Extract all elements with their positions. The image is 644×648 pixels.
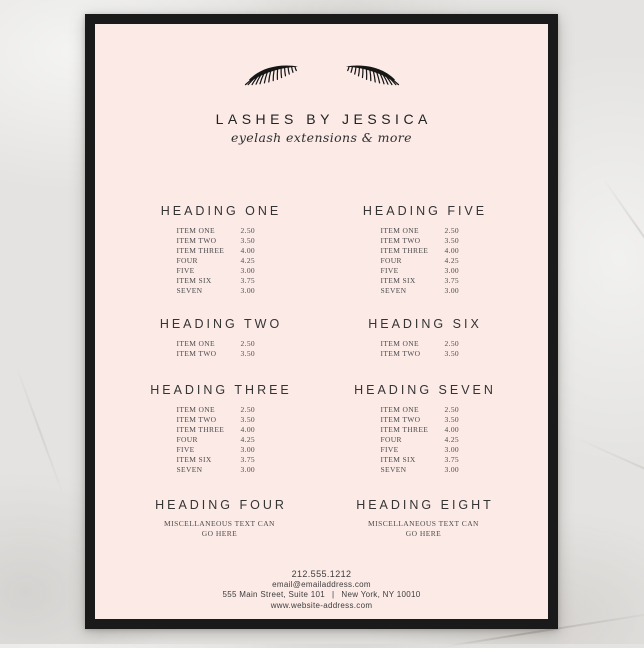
item-label: FOUR	[380, 256, 402, 265]
footer-email: email@emailaddress.com	[272, 579, 371, 589]
item-price: 4.25	[444, 256, 460, 265]
misc-text	[118, 519, 322, 539]
item-price: 2.50	[444, 226, 460, 235]
price-row	[177, 246, 263, 256]
item-label: ITEM THREE	[380, 246, 429, 255]
section-heading: HEADING TWO	[159, 317, 283, 331]
menu-section	[118, 317, 322, 359]
price-row	[381, 465, 467, 475]
price-row	[177, 339, 263, 349]
item-label: FIVE	[380, 266, 399, 275]
price-row	[381, 266, 467, 276]
item-label: FIVE	[380, 445, 399, 454]
price-row	[177, 405, 263, 415]
item-price: 2.50	[444, 405, 460, 414]
flyer	[85, 14, 558, 629]
menu-section	[322, 317, 526, 359]
footer-address	[95, 590, 548, 601]
price-list	[177, 339, 263, 359]
section-heading: HEADING SIX	[368, 317, 482, 331]
misc-text-line: MISCELLANEOUS TEXT CAN	[164, 519, 275, 528]
item-label: ITEM TWO	[380, 415, 421, 424]
price-row	[381, 455, 467, 465]
item-price: 3.00	[240, 286, 256, 295]
menu	[118, 204, 526, 539]
item-label: ITEM THREE	[176, 425, 225, 434]
item-label: SEVEN	[380, 465, 407, 474]
price-row	[381, 236, 467, 246]
eyelash-right-icon	[344, 61, 402, 88]
section-heading: HEADING ONE	[160, 204, 282, 218]
item-price: 3.50	[444, 236, 460, 245]
price-row	[381, 256, 467, 266]
section-heading: HEADING THREE	[150, 383, 292, 397]
price-row	[177, 256, 263, 266]
price-row	[381, 286, 467, 296]
item-price: 3.00	[240, 266, 256, 275]
item-price: 3.75	[240, 276, 256, 285]
price-row	[177, 286, 263, 296]
menu-column-2	[322, 204, 526, 539]
item-label: ITEM TWO	[380, 349, 421, 358]
item-label: ITEM ONE	[176, 339, 215, 348]
item-label: FOUR	[380, 435, 402, 444]
item-price: 4.25	[240, 435, 256, 444]
price-row	[177, 445, 263, 455]
item-price: 3.50	[240, 415, 256, 424]
section-heading: HEADING EIGHT	[356, 498, 494, 512]
item-price: 4.25	[240, 256, 256, 265]
marble-vein	[602, 177, 644, 284]
price-row	[177, 266, 263, 276]
price-row	[177, 435, 263, 445]
price-row	[381, 226, 467, 236]
section-heading: HEADING FOUR	[155, 498, 287, 512]
item-label: FOUR	[176, 435, 198, 444]
item-label: ITEM TWO	[176, 236, 217, 245]
item-price: 3.50	[444, 349, 460, 358]
price-row	[177, 236, 263, 246]
item-label: SEVEN	[176, 286, 203, 295]
brand-tagline: eyelash extensions & more	[231, 130, 412, 145]
item-label: ITEM TWO	[380, 236, 421, 245]
item-price: 3.50	[240, 236, 256, 245]
menu-column-1	[118, 204, 322, 539]
item-label: ITEM TWO	[176, 349, 217, 358]
item-price: 2.50	[444, 339, 460, 348]
item-label: ITEM SIX	[380, 455, 416, 464]
lashes-logo	[95, 61, 548, 88]
menu-section	[322, 383, 526, 475]
misc-text-line: MISCELLANEOUS TEXT CAN	[368, 519, 479, 528]
price-row	[381, 246, 467, 256]
item-price: 3.00	[444, 266, 460, 275]
item-price: 3.75	[444, 276, 460, 285]
price-row	[381, 425, 467, 435]
misc-text-line: GO HERE	[405, 529, 442, 538]
price-row	[177, 465, 263, 475]
menu-section	[322, 498, 526, 539]
item-label: ITEM ONE	[380, 339, 419, 348]
flyer-inner	[95, 24, 548, 619]
price-list	[381, 339, 467, 359]
item-price: 3.00	[444, 465, 460, 474]
item-price: 3.00	[240, 465, 256, 474]
item-label: ITEM ONE	[380, 226, 419, 235]
footer-phone: 212.555.1212	[291, 568, 352, 579]
misc-text-line: GO HERE	[201, 529, 238, 538]
item-price: 2.50	[240, 339, 256, 348]
price-row	[381, 415, 467, 425]
brand-title: LASHES BY JESSICA	[215, 111, 432, 127]
item-price: 3.50	[444, 415, 460, 424]
item-label: ITEM SIX	[176, 455, 212, 464]
item-price: 4.00	[444, 246, 460, 255]
item-label: ITEM THREE	[380, 425, 429, 434]
item-label: ITEM ONE	[176, 405, 215, 414]
item-price: 4.00	[240, 246, 256, 255]
price-row	[381, 276, 467, 286]
item-price: 3.00	[240, 445, 256, 454]
price-list	[177, 405, 263, 475]
item-label: FIVE	[176, 266, 195, 275]
item-price: 2.50	[240, 226, 256, 235]
price-row	[177, 455, 263, 465]
price-row	[381, 405, 467, 415]
eyelash-left-icon	[242, 61, 300, 88]
menu-section	[118, 204, 322, 296]
item-price: 3.00	[444, 445, 460, 454]
item-price: 2.50	[240, 405, 256, 414]
menu-section	[322, 204, 526, 296]
marble-vein	[577, 438, 644, 504]
footer-address-city: New York, NY 10010	[341, 590, 421, 599]
price-row	[381, 435, 467, 445]
item-label: ITEM TWO	[176, 415, 217, 424]
item-label: FOUR	[176, 256, 198, 265]
item-price: 4.00	[240, 425, 256, 434]
misc-text	[322, 519, 526, 539]
item-label: ITEM SIX	[176, 276, 212, 285]
item-label: ITEM THREE	[176, 246, 225, 255]
item-label: ITEM SIX	[380, 276, 416, 285]
price-row	[381, 349, 467, 359]
price-row	[381, 445, 467, 455]
item-price: 4.00	[444, 425, 460, 434]
price-row	[177, 276, 263, 286]
footer-website: www.website-address.com	[270, 600, 373, 610]
item-price: 4.25	[444, 435, 460, 444]
price-list	[177, 226, 263, 296]
item-price: 3.00	[444, 286, 460, 295]
menu-section	[118, 383, 322, 475]
price-row	[177, 425, 263, 435]
footer-address-street: 555 Main Street, Suite 101	[222, 590, 326, 599]
item-label: ITEM ONE	[380, 405, 419, 414]
item-label: FIVE	[176, 445, 195, 454]
marble-vein	[15, 365, 64, 497]
menu-section	[118, 498, 322, 539]
footer	[95, 569, 548, 612]
price-row	[177, 349, 263, 359]
section-heading: HEADING SEVEN	[354, 383, 496, 397]
item-label: ITEM ONE	[176, 226, 215, 235]
footer-address-separator: |	[332, 590, 335, 599]
price-row	[177, 226, 263, 236]
price-list	[381, 405, 467, 475]
item-price: 3.75	[240, 455, 256, 464]
section-heading: HEADING FIVE	[362, 204, 488, 218]
item-label: SEVEN	[176, 465, 203, 474]
price-row	[381, 339, 467, 349]
price-row	[177, 415, 263, 425]
price-list	[381, 226, 467, 296]
item-label: SEVEN	[380, 286, 407, 295]
item-price: 3.75	[444, 455, 460, 464]
item-price: 3.50	[240, 349, 256, 358]
